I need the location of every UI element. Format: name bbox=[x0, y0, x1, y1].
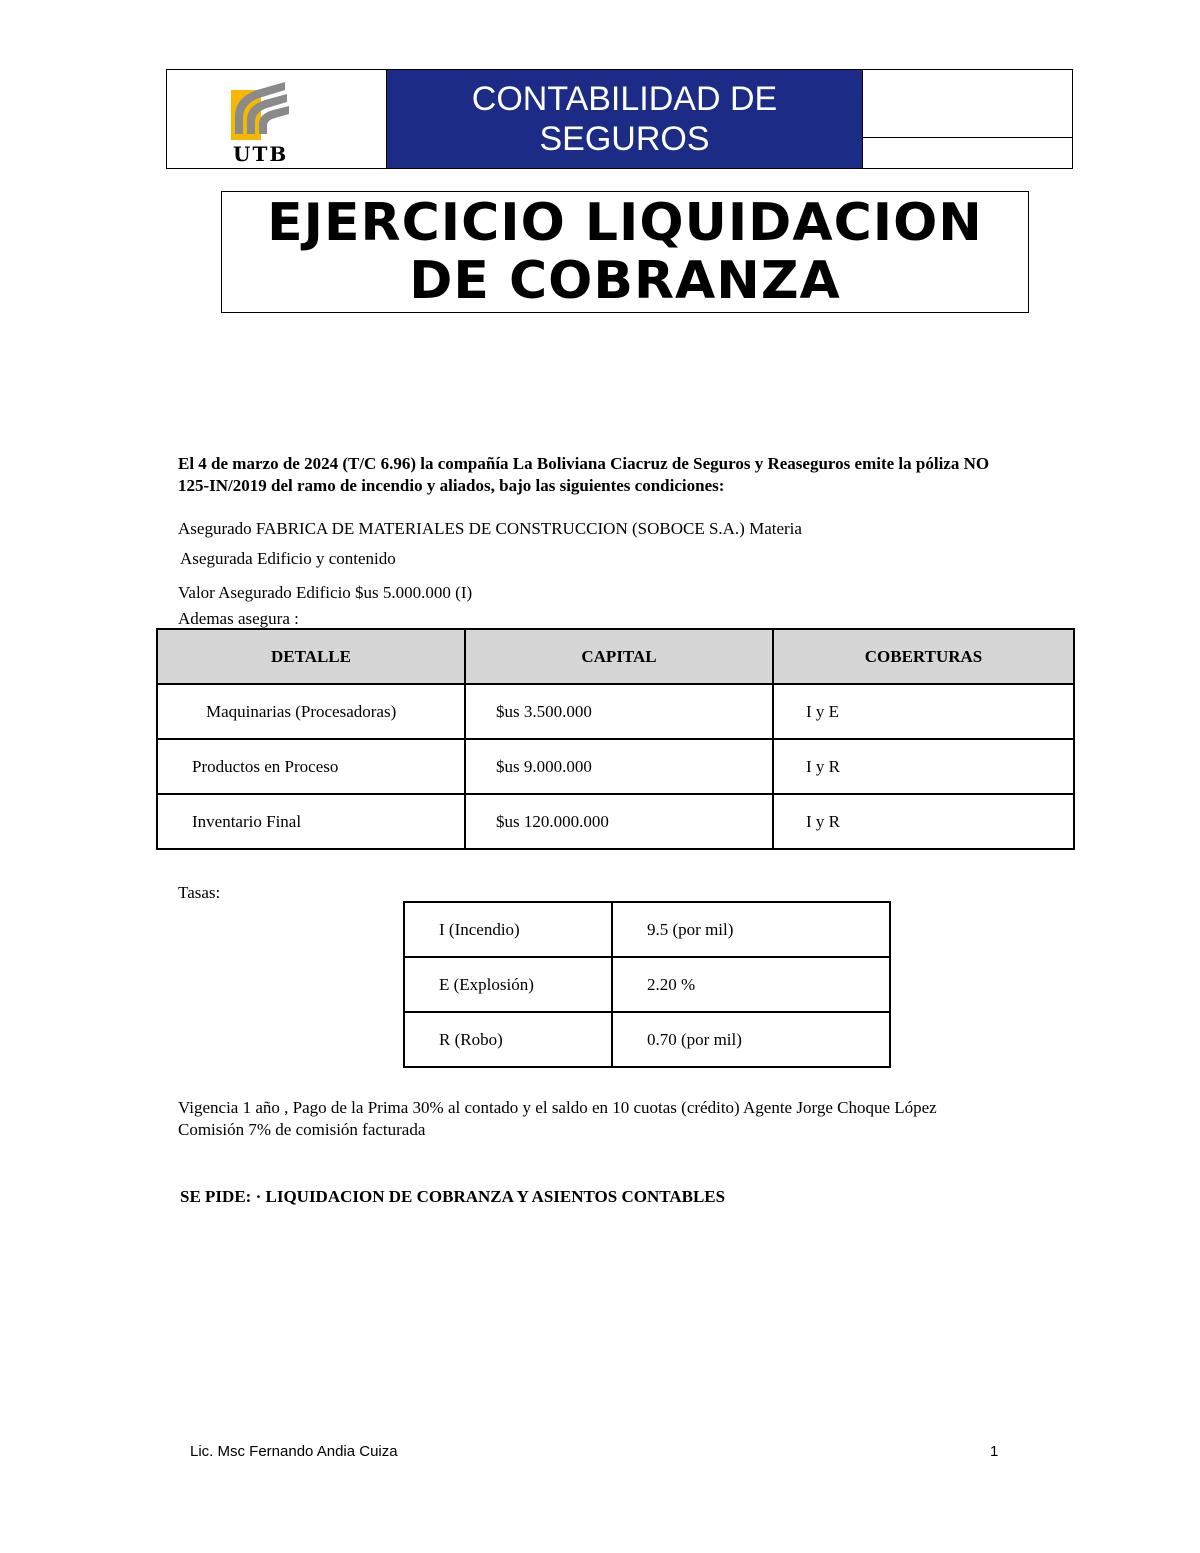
table-cell: $us 9.000.000 bbox=[465, 739, 773, 794]
header-blank-cell-bottom bbox=[862, 137, 1073, 168]
exercise-title: EJERCICIO LIQUIDACION DE COBRANZA bbox=[267, 193, 983, 311]
table-cell: R (Robo) bbox=[404, 1012, 612, 1067]
table-cell: Inventario Final bbox=[157, 794, 465, 849]
table-cell: I (Incendio) bbox=[404, 902, 612, 957]
rates-table bbox=[403, 901, 891, 1068]
table-cell: I y R bbox=[773, 794, 1074, 849]
se-pide-line: SE PIDE: · LIQUIDACION DE COBRANZA Y ASIENTOS CONTABLES bbox=[180, 1187, 726, 1206]
valor-asegurado-line: Valor Asegurado Edificio $us 5.000.000 (I) bbox=[178, 583, 473, 602]
page-number: 1 bbox=[990, 1443, 999, 1460]
vigencia-line: Vigencia 1 año , Pago de la Prima 30% al contado y el saldo en 10 cuotas (crédito) Agente Jorge Choque López bbox=[178, 1098, 937, 1117]
table-row bbox=[157, 739, 1074, 794]
table-row bbox=[157, 794, 1074, 849]
column-header: CAPITAL bbox=[465, 629, 773, 684]
utb-logo-icon bbox=[227, 76, 291, 144]
table-cell: $us 120.000.000 bbox=[465, 794, 773, 849]
table-row bbox=[157, 684, 1074, 739]
intro-paragraph: El 4 de marzo de 2024 (T/C 6.96) la compañía La Boliviana Ciacruz de Seguros y Reaseguros emite la póliza NO 125-IN/2019 del ramo de incendio y aliados, bajo las siguientes condiciones: bbox=[178, 454, 990, 495]
logo-text: UTB bbox=[233, 142, 289, 166]
column-header: DETALLE bbox=[157, 629, 465, 684]
coverage-table bbox=[156, 628, 1075, 850]
header-blank-cell-top bbox=[862, 70, 1073, 138]
materia-line: Asegurada Edificio y contenido bbox=[180, 549, 396, 568]
table-cell: E (Explosión) bbox=[404, 957, 612, 1012]
table-header-row bbox=[157, 629, 1074, 684]
table-cell: 0.70 (por mil) bbox=[612, 1012, 890, 1067]
footer-author: Lic. Msc Fernando Andia Cuiza bbox=[190, 1443, 398, 1460]
table-row bbox=[404, 902, 890, 957]
document-header bbox=[166, 69, 1073, 169]
asegurado-line: Asegurado FABRICA DE MATERIALES DE CONSTRUCCION (SOBOCE S.A.) Materia bbox=[178, 519, 802, 538]
tasas-label: Tasas: bbox=[178, 883, 221, 902]
logo-cell bbox=[167, 70, 387, 168]
table-cell: I y R bbox=[773, 739, 1074, 794]
table-row bbox=[404, 957, 890, 1012]
table-cell: 2.20 % bbox=[612, 957, 890, 1012]
table-cell: Productos en Proceso bbox=[157, 739, 465, 794]
table-cell: I y E bbox=[773, 684, 1074, 739]
table-cell: Maquinarias (Procesadoras) bbox=[157, 684, 465, 739]
column-header: COBERTURAS bbox=[773, 629, 1074, 684]
course-title: CONTABILIDAD DE SEGUROS bbox=[471, 80, 778, 158]
ademas-line: Ademas asegura : bbox=[178, 609, 299, 628]
table-cell: 9.5 (por mil) bbox=[612, 902, 890, 957]
comision-line: Comisión 7% de comisión facturada bbox=[178, 1120, 426, 1139]
course-band bbox=[387, 70, 862, 168]
table-row bbox=[404, 1012, 890, 1067]
exercise-title-box bbox=[221, 191, 1029, 313]
table-cell: $us 3.500.000 bbox=[465, 684, 773, 739]
